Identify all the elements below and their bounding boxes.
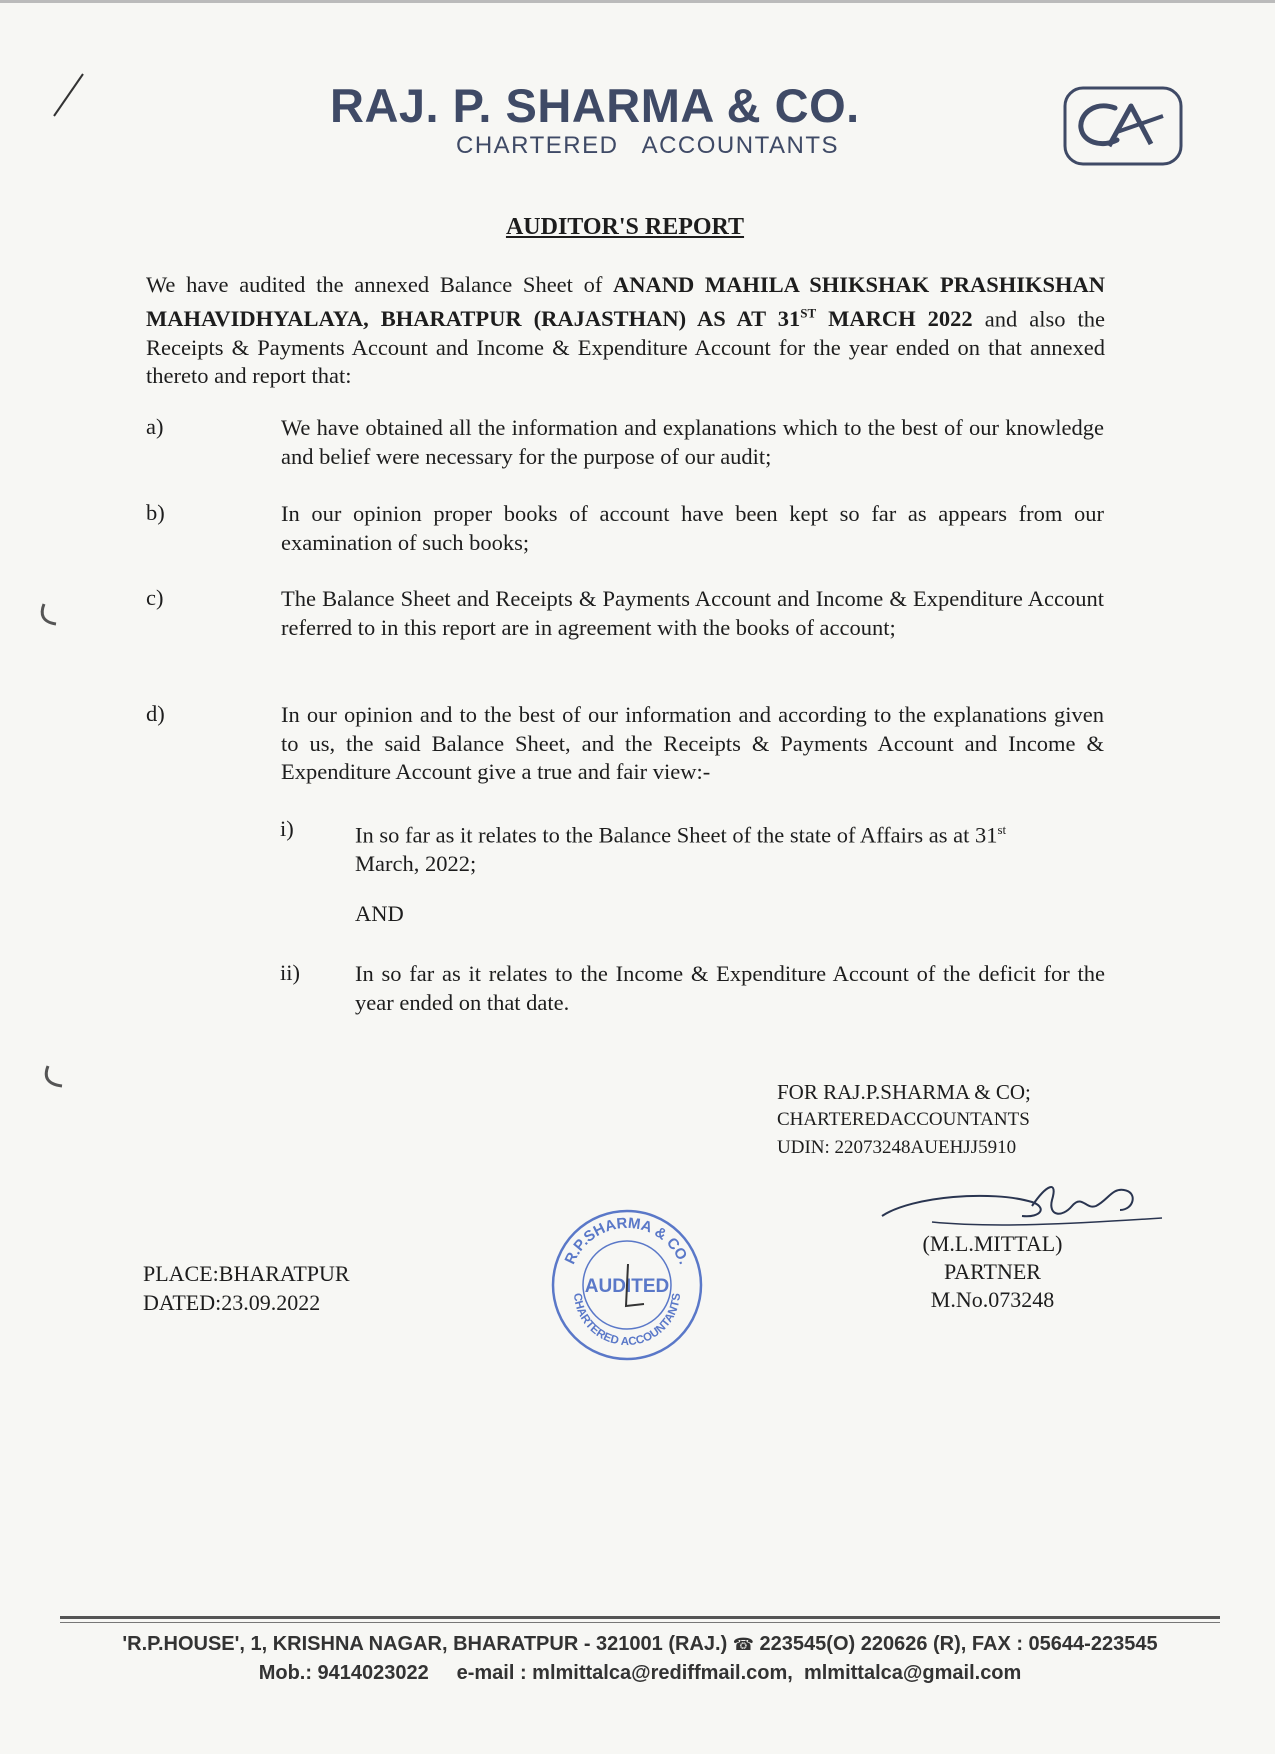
for-firm: FOR RAJ.P.SHARMA & CO; <box>777 1080 1031 1104</box>
dated: DATED:23.09.2022 <box>143 1289 321 1315</box>
subitem-text-ii: In so far as it relates to the Income & Expenditure Account of the deficit for the year ended on that date. <box>355 961 1105 1015</box>
item-text-c: The Balance Sheet and Receipts & Payments Account and Income & Expenditure Account referred to in this report are in agreement with the books of account; <box>281 586 1104 640</box>
item-label-c: c) <box>146 585 164 610</box>
footer-address: 'R.P.HOUSE', 1, KRISHNA NAGAR, BHARATPUR - 321001 (RAJ.) <box>122 1633 728 1655</box>
svg-text:AUDITED: AUDITED <box>584 1276 670 1297</box>
item-text-d: In our opinion and to the best of our information and according to the explanations given to us, the said Balance Sheet, and the Receipts & Payments Account and Income & Expenditure Account give a true and fair view:- <box>281 702 1104 784</box>
item-text-a: We have obtained all the information and explanations which to the best of our knowledge and belief were necessary for the purpose of our audit; <box>281 415 1104 469</box>
svg-text:CHARTERED ACCOUNTANTS: CHARTERED ACCOUNTANTS <box>570 1292 684 1349</box>
firm-name: RAJ. P. SHARMA & CO. <box>330 79 860 132</box>
signatory-name: (M.L.MITTAL) <box>922 1231 1063 1256</box>
membership-number: M.No.073248 <box>930 1287 1055 1312</box>
subitem-label-i: i) <box>280 816 294 841</box>
subitem-text-i: In so far as it relates to the Balance Sheet of the state of Affairs as at 31st March, 2022; <box>355 822 1007 876</box>
telephone-icon: ☎ <box>732 1635 754 1654</box>
footer-phone: 223545(O) 220626 (R), FAX : 05644-223545 <box>759 1633 1158 1655</box>
item-label-a: a) <box>146 414 164 439</box>
footer-email: e-mail : mlmittalca@rediffmail.com, mlmittalca@gmail.com <box>456 1662 1022 1684</box>
conjunction-and: AND <box>355 901 404 926</box>
subitem-label-ii: ii) <box>280 960 300 985</box>
pen-mark <box>48 70 88 120</box>
place: PLACE:BHARATPUR <box>143 1261 350 1286</box>
footer-rule <box>60 1616 1220 1619</box>
designation: CHARTEREDACCOUNTANTS <box>777 1109 1030 1130</box>
signatory-role: PARTNER <box>944 1259 1041 1284</box>
margin-mark <box>36 600 66 630</box>
intro-text-2: and also the Receipts & Payments Account and Income & Expenditure Account for the year ended on that annexed thereto and report that: <box>146 306 1105 388</box>
audit-seal-stamp <box>548 1206 706 1364</box>
signoff-block <box>777 1078 1031 1162</box>
footer-mobile: Mob.: 9414023022 <box>258 1662 429 1684</box>
report-title: AUDITOR'S REPORT <box>505 214 745 240</box>
firm-subtitle: CHARTERED ACCOUNTANTS <box>456 132 839 159</box>
udin: UDIN: 22073248AUEHJJ5910 <box>777 1137 1017 1158</box>
item-text-b: In our opinion proper books of account have been kept so far as appears from our examination of such books; <box>281 501 1104 555</box>
footer-rule-thin <box>60 1622 1220 1623</box>
place-date-block <box>143 1260 350 1317</box>
footer-contact-line <box>60 1662 1220 1685</box>
footer-address-line <box>60 1633 1220 1656</box>
item-label-b: b) <box>146 500 165 525</box>
intro-paragraph <box>146 271 1105 391</box>
intro-entity: ANAND MAHILA SHIKSHAK PRASHIKSHAN MAHAVIDHYALAYA, BHARATPUR (RAJASTHAN) AS AT 31ST MARCH 2022 <box>146 272 1105 331</box>
ca-logo-icon <box>1063 86 1183 166</box>
margin-mark <box>40 1062 70 1092</box>
intro-text-1: We have audited the annexed Balance Sheet of <box>146 272 613 297</box>
top-edge-rule <box>0 0 1275 3</box>
item-label-d: d) <box>146 701 165 726</box>
svg-text:R.P.SHARMA & CO.: R.P.SHARMA & CO. <box>561 1214 693 1267</box>
partner-block <box>900 1230 1085 1314</box>
